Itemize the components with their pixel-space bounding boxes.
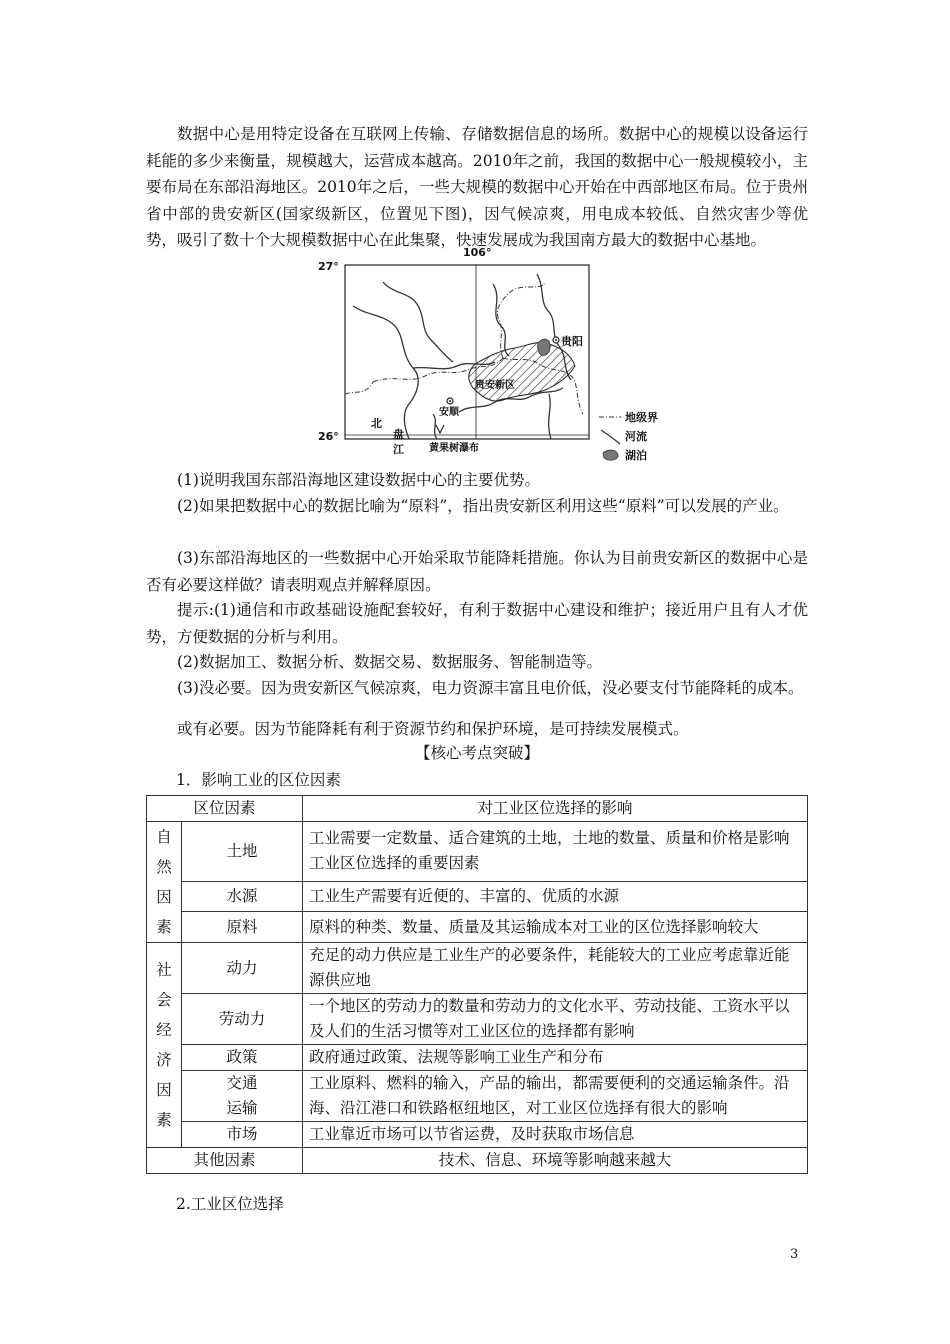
effect-cell: 一个地区的劳动力的数量和劳动力的文化水平、劳动技能、工资水平以及人们的生活习惯等对工业区位的选择都有影响 — [303, 994, 808, 1045]
factor-cell: 政策 — [182, 1045, 303, 1071]
other-effect-cell: 技术、信息、环境等影响越来越大 — [303, 1148, 808, 1174]
industrial-location-factors-table — [146, 795, 808, 1174]
map-legend — [599, 410, 658, 462]
answer-3: (3)没必要。因为贵安新区气候凉爽，电力资源丰富且电价低，没必要支付节能降耗的成本。 — [177, 679, 804, 697]
table-row — [147, 1148, 808, 1174]
legend-lake-label: 湖泊 — [625, 449, 647, 462]
table-row — [147, 1045, 808, 1071]
factor-cell: 水源 — [182, 881, 303, 912]
subsection-2-title: 2.工业区位选择 — [176, 1195, 284, 1213]
guian-location-map — [313, 244, 688, 462]
header-factor-cell: 区位因素 — [147, 796, 303, 822]
effect-cell: 政府通过政策、法规等影响工业生产和分布 — [303, 1045, 808, 1071]
group-natural-cell: 自 然 因 素 — [147, 822, 182, 943]
intro-paragraph: 数据中心是用特定设备在互联网上传输、存储数据信息的场所。数据中心的规模以设备运行耗能的多少来衡量，规模越大，运营成本越高。2010年之前，我国的数据中心一般规模较小，主要布局在东部沿海地区。2010年之后，一些大规模的数据中心开始在中西部地区布局。位于贵州省中部的贵安新区(国家级新区，位置见下图)，因气候凉爽，用电成本较低、自然灾害少等优势，吸引了数十个大规模数据中心在此集聚，快速发展成为我国南方最大的数据中心基地。 — [146, 125, 808, 249]
other-factor-cell: 其他因素 — [147, 1148, 303, 1174]
table-row — [147, 994, 808, 1045]
beipan-label-bei: 北 — [371, 417, 382, 430]
subsection-1-title: 1．影响工业的区位因素 — [176, 771, 341, 789]
latitude-26-label: 26° — [318, 430, 339, 443]
group-social-cell: 社 会 经 济 因 素 — [147, 943, 182, 1148]
waterfall-label: 黄果树瀑布 — [429, 443, 479, 454]
table-row — [147, 881, 808, 912]
beipan-label-jiang: 江 — [393, 443, 404, 456]
effect-cell: 工业生产需要有近便的、丰富的、优质的水源 — [303, 881, 808, 912]
factor-cell: 市场 — [182, 1122, 303, 1148]
lake-shape — [538, 339, 551, 355]
longitude-label: 106° — [463, 246, 492, 259]
answer-2: (2)数据加工、数据分析、数据交易、数据服务、智能制造等。 — [177, 653, 602, 671]
factor-cell: 原料 — [182, 912, 303, 943]
table-row — [147, 1122, 808, 1148]
effect-cell: 充足的动力供应是工业生产的必要条件，耗能较大的工业应考虑靠近能源供应地 — [303, 943, 808, 994]
effect-cell: 工业原料、燃料的输入，产品的输出，都需要便利的交通运输条件。沿海、沿江港口和铁路枢纽地区，对工业区位选择有很大的影响 — [303, 1071, 808, 1122]
table-row — [147, 822, 808, 882]
question-3: (3)东部沿海地区的一些数据中心开始采取节能降耗措施。你认为目前贵安新区的数据中心是否有必要这样做？请表明观点并解释原因。 — [146, 549, 808, 594]
effect-cell: 原料的种类、数量、质量及其运输成本对工业的区位选择影响较大 — [303, 912, 808, 943]
factor-cell: 交通 运输 — [182, 1071, 303, 1122]
effect-cell: 工业需要一定数量、适合建筑的土地，土地的数量、质量和价格是影响工业区位选择的重要因素 — [303, 822, 808, 882]
answer-1: 提示:(1)通信和市政基础设施配套较好，有利于数据中心建设和维护；接近用户且有人才优势，方便数据的分析与利用。 — [146, 601, 808, 646]
factor-cell: 动力 — [182, 943, 303, 994]
question-2: (2)如果把数据中心的数据比喻为“原料”，指出贵安新区利用这些“原料”可以发展的产业。 — [177, 497, 789, 515]
question-1: (1)说明我国东部沿海地区建设数据中心的主要优势。 — [177, 471, 540, 489]
table-header-row — [147, 796, 808, 822]
factor-cell: 劳动力 — [182, 994, 303, 1045]
guian-new-district-area — [469, 343, 575, 401]
table-row — [147, 943, 808, 994]
map-figure — [313, 244, 688, 462]
guian-label: 贵安新区 — [475, 380, 515, 391]
effect-cell: 工业靠近市场可以节省运费，及时获取市场信息 — [303, 1122, 808, 1148]
header-effect-cell: 对工业区位选择的影响 — [303, 796, 808, 822]
factor-cell: 土地 — [182, 822, 303, 882]
guiyang-label: 贵阳 — [561, 335, 583, 348]
beipan-label-pan: 盘 — [393, 428, 404, 441]
table-row — [147, 912, 808, 943]
page-number: 3 — [790, 1247, 799, 1262]
legend-boundary-label: 地级界 — [625, 411, 658, 424]
section-heading: 【核心考点突破】 — [414, 744, 539, 762]
anshun-label: 安顺 — [439, 407, 459, 418]
answer-4: 或有必要。因为节能降耗有利于资源节约和保护环境，是可持续发展模式。 — [177, 720, 689, 738]
waterfall-marker — [436, 425, 444, 433]
table-row — [147, 1071, 808, 1122]
latitude-27-label: 27° — [318, 260, 339, 273]
legend-river-label: 河流 — [625, 430, 647, 443]
